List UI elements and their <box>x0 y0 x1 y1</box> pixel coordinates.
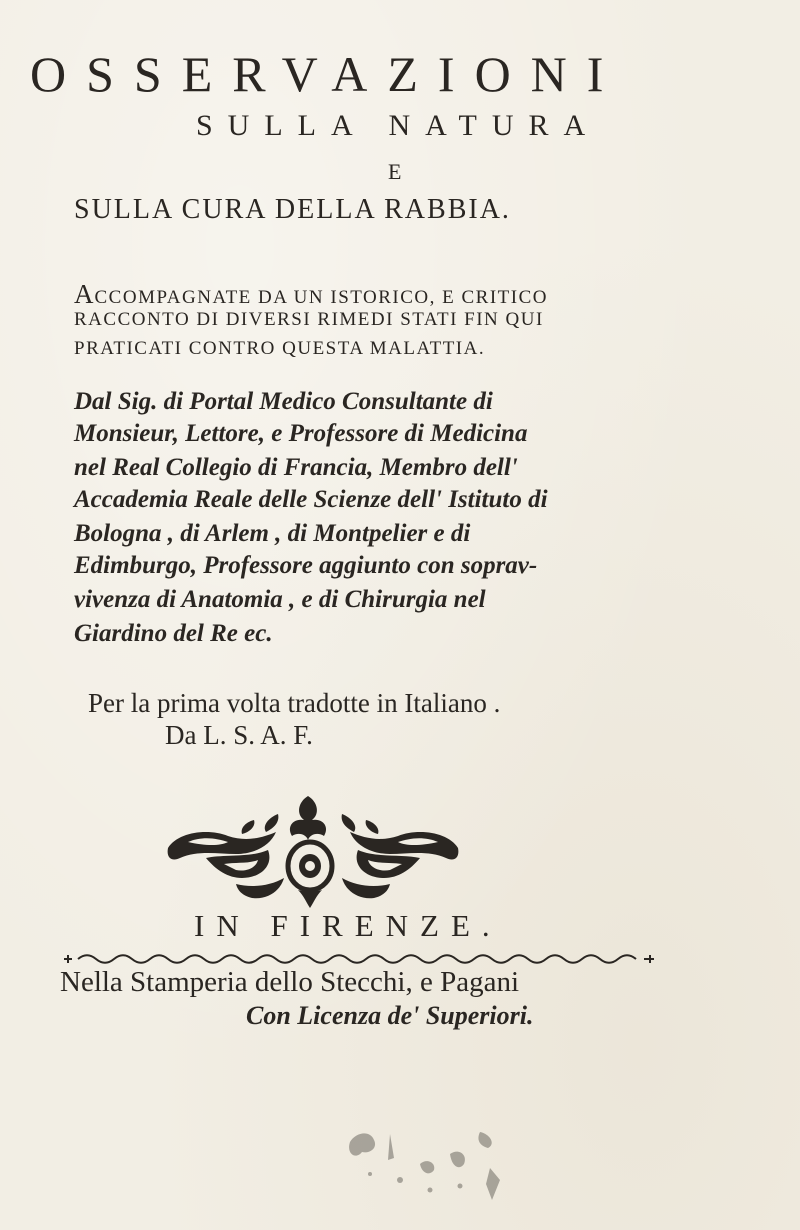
book-subtitle: SULLA NATURA <box>196 109 601 142</box>
author-line: vivenza di Anatomia , e di Chirurgia nel <box>74 586 486 613</box>
accompany-line-2: RACCONTO DI DIVERSI RIMEDI STATI FIN QUI <box>74 309 544 330</box>
author-line: Giardino del Re ec. <box>74 620 273 647</box>
author-line: nel Real Collegio di Francia, Membro dell' <box>74 454 518 481</box>
author-line: Bologna , di Arlem , di Montpelier e di <box>74 520 471 547</box>
accompany-line-1-text: CCOMPAGNATE DA UN ISTORICO, E CRITICO <box>94 287 548 308</box>
library-stamp-icon <box>330 1124 520 1204</box>
imprint-city: IN FIRENZE. <box>194 908 502 943</box>
accompany-line-3: PRATICATI CONTRO QUESTA MALATTIA. <box>74 338 486 359</box>
accompany-initial: A <box>74 279 95 309</box>
title-conjunction: E <box>388 159 402 184</box>
imprint-printer: Nella Stamperia dello Stecchi, e Pagani <box>60 966 520 998</box>
book-subtitle-cura: SULLA CURA DELLA RABBIA. <box>74 194 511 225</box>
book-title: OSSERVAZIONI <box>30 46 624 102</box>
decorative-rule <box>60 954 660 964</box>
author-line: Accademia Reale delle Scienze dell' Istituto di <box>74 486 548 513</box>
printer-ornament-icon <box>158 792 468 908</box>
translation-note: Per la prima volta tradotte in Italiano . <box>88 688 501 718</box>
author-line: Edimburgo, Professore aggiunto con soprav- <box>74 552 538 579</box>
imprint-license: Con Licenza de' Superiori. <box>246 1001 534 1030</box>
author-line: Monsieur, Lettore, e Professore di Medicina <box>74 420 528 447</box>
author-line: Dal Sig. di Portal Medico Consultante di <box>74 388 493 415</box>
translator-initials: Da L. S. A. F. <box>165 720 313 750</box>
